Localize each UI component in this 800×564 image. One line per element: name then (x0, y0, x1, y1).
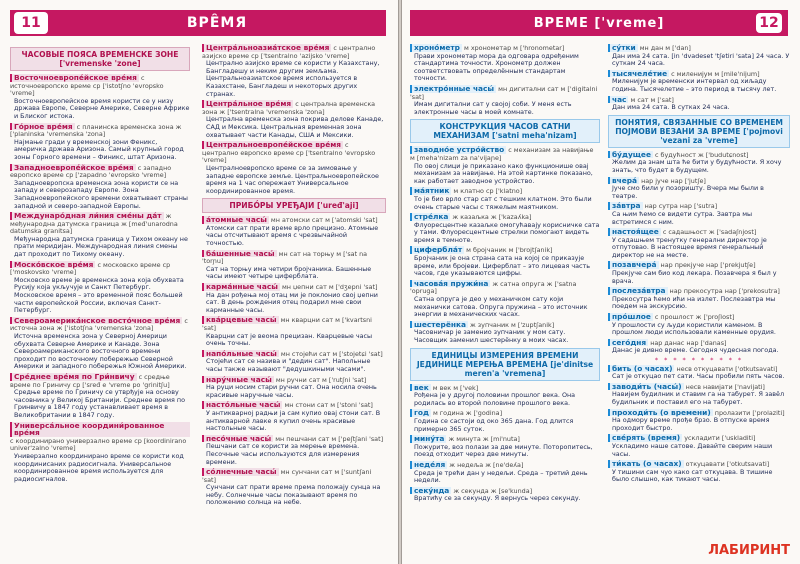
dictionary-entry (608, 287, 790, 311)
entry-headword: бить (о часах) (608, 365, 674, 373)
entry-translation: мн сунчани сат м ['suntʃani 'sat] (202, 468, 372, 484)
dictionary-entry (608, 460, 790, 484)
entry-translation: м бројчаник м ['brojtʃanik] (464, 246, 553, 255)
entry-headword: настоя́щее (608, 228, 661, 236)
entry-headword: проходи́ть (о времени) (608, 409, 713, 417)
dictionary-entry (608, 177, 790, 201)
entry-translation: ж минута ж [mi'nuta] (446, 435, 520, 444)
entry-headword: тысячеле́тие (608, 70, 669, 78)
entry-example: Међународна датумска граница у Тихом океану не прати меридијан. Международная линия смены дат проходит по Тихому океану. (14, 234, 188, 259)
entry-example: Сат на торњу има четири бројчаника. Башенные часы имеют четыре циферблата. (206, 264, 372, 281)
dictionary-entry (202, 250, 386, 281)
entry-example: Кварцни сат је веома прецизан. Кварцевые часы очень точны. (206, 331, 373, 348)
entry-translation: м сат м ['sat] (628, 95, 674, 104)
entry-headword: Сре́днее вре́мя по Гри́нвичу (10, 373, 137, 381)
entry-headword: Западноевропе́йское вре́мя (10, 164, 136, 172)
entry-translation: мн дан м ['dan] (637, 44, 691, 52)
entry-headword: цифербла́т (410, 246, 464, 254)
entry-example: Среда је трећи дан у недељи. Среда – третий день недели. (414, 468, 588, 485)
entry-headword: позавчера́ (608, 261, 659, 269)
entry-translation: с прошлост ж ['proʃlost] (652, 313, 735, 322)
entry-example: Данас је дивно време. Сегодня чудесная погода. (612, 346, 779, 355)
entry-headword: Североамерика́нское восто́чное вре́мя (10, 317, 182, 325)
dictionary-entry (202, 100, 386, 139)
entry-headword: ква́рцевые часы́ (202, 316, 279, 324)
entry-example: Најмање гради у временској зони Феникс, америчка држава Аризона. Самый крупный город зоны Горного времени – Финикс, штат Аризона. (14, 137, 184, 161)
entry-example: Миленијум је временски интервал од хиљаду година. Тысячелетие – это период в тысячу лет. (612, 77, 777, 93)
entry-translation: с средње време по Гриничу ср ['sređ e 'vreme po 'grinitʃu] (10, 372, 170, 389)
entry-translation: ж недеља ж [ne'deʎa] (447, 460, 524, 469)
entry-example: Бројчаник је она страна сата на којој се приказује време, или бројеви. Циферблат – это лицевая часть часов, где указываются цифры. (414, 254, 591, 278)
left-page-title: ВРЕ̑МЯ (186, 15, 248, 31)
entry-headword: часова́я пружи́на (410, 280, 490, 288)
entry-example: На руци носим стари ручни сат. Она носила очень красивые наручные часы. (206, 383, 377, 399)
dictionary-entry (202, 283, 386, 314)
entry-translation: м век м ['vek] (430, 383, 479, 392)
entry-translation: мн дигитални сат м ['digitalni 'sat] (410, 84, 598, 101)
entry-example: Стојећи сат се назива и "дедин сат". Напольные часы также называют "дедушкиными часами". (206, 357, 371, 373)
entry-translation: м хронометар м ['hronometar] (461, 44, 565, 52)
dictionary-entry (202, 141, 386, 195)
entry-translation: с садашњост ж ['sadaʃnjost] (660, 228, 757, 237)
entry-translation: ж казаљка ж ['kazaʎka] (450, 213, 532, 222)
dictionary-entry (202, 376, 386, 400)
entry-translation: мн ручни сат м ['rutʃni 'sat] (273, 375, 367, 384)
entry-example: Ускладимо наше сатове. Давайте сверим наши часы. (612, 441, 773, 458)
entry-headword: заводи́ть (часы́) (608, 383, 684, 391)
entry-headword: за́втра (608, 202, 643, 210)
section-heading: ПОНЯТИЯ, СВЯЗАННЫЕ СО ВРЕМЕНЕМ ПОЈМОВИ ВЕЗАНИ ЗА ВРЕМЕ ['pojmovi 'vezani za 'vreme] (608, 115, 790, 148)
entry-headword: послеза́втра (608, 287, 668, 295)
dictionary-entry (608, 383, 790, 407)
entry-translation: мн пешчани сат м ['peʃtʃani 'sat] (273, 434, 384, 443)
dictionary-entry (608, 44, 790, 68)
entry-translation: с механизам за навијање м [meha'nizam za na'vijaɲe] (410, 146, 594, 162)
right-page-title: ВРЕМЕ ['vreme] (533, 15, 665, 31)
entry-example: То је био врло стар сат с тешким клатном. Это были очень старые часы с тяжелым маятником. (414, 194, 592, 211)
entry-translation: несв навијати ['navijati] (683, 382, 765, 391)
entry-translation: с миленијум м [mile'nijum] (669, 69, 760, 78)
entry-headword: ти́кать (о часах) (608, 460, 684, 468)
section-heading: ЕДИНИЦЫ ИЗМЕРЕНИЯ ВРЕМЕНИ ЈЕДИНИЦЕ МЕРЕЊА ВРЕМЕНА [je'dinitse meren'a 'vremena] (410, 348, 600, 381)
entry-example: Сунчани сат прати време према положају сунца на небу. Солнечные часы показывают время по положению солнца на небе. (206, 483, 381, 507)
entry-headword: ба́шенные часы́ (202, 250, 277, 258)
entry-example: У садашњем тренутку генерални директор је отпутовао. В настоящее время генеральный директор не на месте. (612, 235, 767, 259)
entry-translation: мн кварцни сат м ['kvartsni 'sat] (202, 316, 372, 332)
dictionary-entry (608, 434, 790, 458)
left-header (10, 10, 386, 36)
dictionary-entry (410, 44, 600, 83)
entry-headword: Моско́вское вре́мя (10, 261, 95, 269)
entry-headword: песо́чные часы́ (202, 435, 273, 443)
entry-example: Централноевропско време се за зимовање у западне европске земље. Центральноевропейское время на 1 час опережает Универсальное координированное время. (206, 163, 379, 195)
entry-headword: Восточноевропе́йское вре́мя (10, 74, 139, 82)
dictionary-entry (608, 261, 790, 285)
dictionary-entry (202, 401, 386, 432)
dictionary-entry (608, 151, 790, 175)
entry-translation: нар јуче нар ['jutʃe] (639, 176, 706, 185)
entry-translation: с будућност ж ['budutɕnost] (652, 150, 749, 159)
entry-translation: ж међународна датумска граница ж [međ'unarodna datumska granitsa] (10, 212, 178, 236)
entry-example: У прошлости су људи користили каменом. В прошлом люди использовали каменные орудия. (612, 320, 776, 337)
dictionary-entry (202, 316, 386, 347)
entry-example: Пожурите, воз полази за две минуте. Поторопитесь, поезд отходит через две минуты. (414, 442, 593, 459)
entry-example: Желим да знам шта ће бити у будућности. Я хочу знать, что будет в будущем. (612, 158, 782, 174)
entry-headword: мину́та (410, 435, 446, 443)
entry-translation: нар прекосутра нар ['prekosutra] (667, 287, 780, 296)
entry-example: Јуче смо били у позоришту. Вчера мы были в театре. (612, 184, 764, 200)
entry-translation: нар прекјуче нар ['prekjutʃe] (658, 261, 756, 270)
entry-example: Централна временска зона покрива делове Канаде, САД и Мексика. Центральная временная зона охватывает части Канады, США и Мексики. (206, 115, 384, 139)
entry-headword: су́тки (608, 44, 638, 52)
section-heading: КОНСТРУКЦИЯ ЧАСОВ САТНИ МЕХАНИЗАМ ['satni meha'nizam] (410, 119, 600, 143)
dictionary-entry (410, 409, 600, 433)
entry-example: Сат је откуцао пет сати. Часы пробили пять часов. (612, 372, 785, 381)
entry-example: Навијем будилник и ставим га на табурет. Я завёл будильник и поставил его на табурет. (612, 390, 785, 406)
dictionary-entry (202, 468, 386, 507)
right-column-1 (410, 44, 600, 564)
entry-headword: Го́рное вре́мя (10, 123, 75, 131)
entry-example: Дан има 24 сата. [in 'dvadeset 'tʃetiri 'sata] 24 часа. У суткам 24 часа. (612, 51, 790, 68)
entry-example: Рођена је у другој половини прошлог века. Она родилась во второй половине прошлого века. (414, 391, 576, 407)
dictionary-entry (10, 373, 190, 420)
dictionary-entry (202, 216, 386, 247)
entry-example: Прекосутра ћемо ићи на излет. Послезавтра мы поедем на экскурсию. (612, 294, 776, 311)
dictionary-entry (608, 365, 790, 381)
dictionary-entry (410, 461, 600, 485)
dictionary-entry (10, 164, 190, 211)
dictionary-entry (608, 202, 790, 226)
entry-translation: м клатно ср ['klatno] (451, 187, 523, 196)
entry-translation: откуцавати ['otkutsavati] (683, 460, 770, 469)
entry-headword: электро́нные часы́ (410, 85, 496, 93)
entry-example: На одмору време прође брзо. В отпуске время проходит быстро. (612, 416, 770, 432)
entry-headword: Универса́льное координи́рованное вре́мя (10, 422, 190, 437)
dictionary-entry (410, 435, 600, 459)
entry-headword: сего́дня (608, 339, 648, 347)
entry-example: У антикварној радњи ја сам купио овај стони сат. В антикварной лавке я купил очень красивые настольные часы. (206, 408, 381, 433)
dictionary-entry (410, 487, 600, 503)
entry-headword: стре́лка (410, 213, 450, 221)
section-heading: ЧАСОВЫЕ ПОЯСА ВРЕМЕНСКЕ ЗОНЕ ['vremenske 'zone] (10, 47, 190, 71)
entry-headword: хроно́метр (410, 44, 462, 52)
right-column-2 (608, 44, 790, 564)
left-page (0, 0, 399, 564)
dictionary-entry (10, 123, 190, 162)
entry-example: Часовничар је заменио зупчаник у мом сату. Часовщик заменил шестерёнку в моих часах. (414, 328, 569, 344)
page-number-tab: 12 (756, 13, 782, 33)
entry-translation: мн стојећи сат м ['stojetɕi 'sat] (278, 349, 383, 358)
entry-headword: час (608, 96, 628, 104)
entry-translation: пролазити ['prolaziti] (712, 408, 785, 417)
entry-headword: неде́ля (410, 461, 447, 469)
entry-translation: мн стони сат м ['stoni 'sat] (282, 401, 373, 410)
entry-translation: ускладити ['uskladiti] (682, 434, 756, 443)
right-header (410, 10, 788, 36)
dictionary-entry (410, 213, 600, 244)
entry-headword: со́лнечные часы́ (202, 468, 279, 476)
entry-translation: с централно европско време ср ['tsentralno 'evropsko 'vreme] (202, 141, 376, 165)
entry-example: У тишини сам чуо како сат откуцава. В тишине было слышно, как тикают часы. (612, 467, 773, 484)
entry-headword: а́томные часы́ (202, 216, 269, 224)
entry-example: Вратићу се за секунду. Я вернусь через секунду. (414, 494, 581, 503)
entry-example: Средње време по Гриничу се утврђује на основу часовника у Великој Британији. Среднее время по Гринвичу в 1847 году устанавливает время в Великобритании в 1847 году. (14, 388, 186, 419)
entry-example: Прави хронометар мора да одговара одређеним стандартима точности. Хронометр должен соответствовать определённым стандартам точности. (414, 51, 579, 83)
entry-translation: нар данас нар ['danas] (648, 338, 727, 347)
entry-example: По овој слици је приказано како функционише овај механизам за навијање. На этой картинке показано, как работает заводное устройство. (414, 161, 593, 185)
entry-example: Флуоресцентне казаљке омогућавају корисничке сата у тами. Флуоресцентные стрелки помогают видеть время в темноте. (414, 220, 600, 244)
entry-translation: ж секунда ж [se'kunda] (451, 486, 533, 495)
entry-translation: ж зупчаник м ['zuptʃanik] (467, 320, 555, 329)
entry-translation: с московско време ср ['moskovsko 'vreme] (10, 260, 171, 277)
divider-stars: * * * * * * * * * * (654, 356, 744, 364)
dictionary-entry (608, 339, 790, 355)
entry-headword: насто́льные часы́ (202, 401, 282, 409)
entry-example: Прекјуче сам био код лекара. Позавчера я был у врача. (612, 269, 777, 285)
entry-headword: заводно́е устро́йство (410, 146, 506, 154)
entry-example: Година се састоји од око 365 дана. Год длится примерно 365 суток. (414, 416, 574, 433)
entry-headword: секу́нда (410, 487, 451, 495)
dictionary-entry (10, 422, 190, 484)
entry-example: Централно азијско време се користи у Казахстану, Бангладешу и неким другим земљама. Центральноазиатское время используется в Казахстане, Бангладеш и некоторых других странах. (206, 59, 380, 98)
entry-example: Пешчани сат се користи за мерење времена. Песочные часы используются для измерения времени. (206, 442, 360, 466)
entry-example: На дан рођења мој отац ми је поклонио свој џепни сат. В день рождения отец подарил мне свои карманные часы. (206, 290, 378, 314)
dictionary-entry (608, 70, 790, 94)
dictionary-entry (410, 321, 600, 345)
dictionary-entry (10, 317, 190, 371)
entry-headword: карма́нные часы́ (202, 283, 280, 291)
entry-example: Са њим ћемо се видети сутра. Завтра мы встретимся с ним. (612, 209, 753, 226)
left-column-2 (202, 44, 386, 564)
dictionary-entry (410, 187, 600, 211)
dictionary-entry (410, 246, 600, 277)
entry-headword: све́рять (время) (608, 434, 682, 442)
entry-translation: с западно европско време ср ['zapadno 'evropsko 'vreme] (10, 163, 172, 180)
entry-headword: шестерёнка (410, 321, 468, 329)
entry-translation: с источна зона ж ['istotʃna 'vremenska 'zona] (10, 316, 188, 333)
entry-translation: ж сатна опруга ж ['satna 'opruga] (410, 279, 577, 296)
dictionary-entry (410, 146, 600, 185)
entry-headword: Центральноевропе́йское вре́мя (202, 141, 343, 149)
entry-translation: с централно азијско време ср ['tsentralno 'azijsko 'vreme] (202, 44, 376, 60)
dictionary-entry (410, 280, 600, 319)
dictionary-entry (202, 435, 386, 466)
dictionary-entry (202, 44, 386, 98)
entry-headword: вчера́ (608, 177, 639, 185)
entry-translation: м година ж ['godina] (430, 409, 503, 418)
entry-headword: век (410, 384, 431, 392)
entry-headword: Центра́льноазиа́тское вре́мя (202, 44, 331, 52)
publisher-logo: ЛАБИРИНТ (708, 543, 790, 558)
dictionary-entry (608, 228, 790, 259)
entry-example: Восточноевропейское время користи се у низу држава Европе, Северне Америке, Северне Африке и Блиског истока. (14, 96, 190, 120)
dictionary-entry (10, 74, 190, 121)
entry-headword: бу́дущее (608, 151, 653, 159)
dictionary-entry (10, 261, 190, 315)
entry-headword: про́шлое (608, 313, 653, 321)
entry-headword: нару́чные часы́ (202, 376, 274, 384)
dictionary-entry (608, 313, 790, 337)
entry-headword: напо́льные часы́ (202, 350, 279, 358)
entry-translation: с источноевропско време ср ['istotʃno 'evropsko 'vreme] (10, 74, 164, 98)
entry-example: Имам дигитални сат у својој соби. У меня есть электронные часы в моей комнате. (414, 100, 572, 116)
section-heading: ПРИБО́РЫ УРЕЂАЈИ ['uređ'aji] (202, 198, 386, 213)
entry-headword: Междунаро́дная ли́ния сме́ны да́т (10, 212, 164, 220)
entry-translation: несв откуцавати ['otkutsavati] (674, 364, 778, 373)
entry-example: Московско време је временска зона која обухвата Русију која укључује и Санкт Петербург. Московское время – это временной пояс большей части европейской России, включая Санкт-Петербург. (14, 275, 184, 315)
entry-example: Атомски сат прати време врло прецизно. Атомные часы отсчитывают время с чрезвычайной точностью. (206, 223, 379, 248)
entry-example: Универзално координирано време се користи код координисаних радиосигнала. Универсальное координированное время используется для радиосигналов. (14, 451, 184, 483)
entry-translation: мн сат на торњу м ['sat na 'torɲu] (202, 249, 368, 266)
left-column-1 (10, 44, 190, 564)
dictionary-entry (608, 96, 790, 112)
entry-translation: с планинска временска зона ж ['planinska 'vremenska 'zona] (10, 122, 182, 139)
dictionary-entry (410, 85, 600, 116)
dictionary-entry (202, 350, 386, 374)
entry-translation: с координирано универзално време ср [koordinirano univer'zalno 'vreme] (10, 436, 187, 453)
entry-headword: год (410, 409, 431, 417)
entry-translation: с централна временска зона ж ['tsentralna 'vremenska 'zona] (202, 100, 376, 116)
entry-example: Сатна опруга је део у механичком сату који механички сатова. Опруга пружина – это источник энергии в механических часах. (414, 295, 588, 319)
entry-translation: мн џепни сат м ['dʒepni 'sat] (279, 283, 378, 292)
dictionary-entry (10, 212, 190, 259)
entry-translation: мн атомски сат м ['atomski 'sat] (268, 216, 378, 225)
dictionary-entry (608, 409, 790, 433)
entry-example: Источна временска зона у Северној Америци обухвата Северне Америке и Канаде. Зона Североамериканского восточного времени проходит по восточному побережью Северной Америки и западного побережья Южной Америки. (14, 332, 187, 371)
page-number-badge: 11 (14, 12, 48, 34)
entry-translation: нар сутра нар ['sutra] (642, 202, 718, 211)
entry-headword: Центра́льное вре́мя (202, 100, 293, 108)
entry-headword: ма́ятник (410, 187, 451, 195)
right-page (402, 0, 800, 564)
entry-example: Дан има 24 сата. В сутках 24 часа. (612, 103, 730, 112)
entry-example: Западноевропска временска зона користи се на западу и северозападу Европе. Зона Западноевропейского времени охватывает страны западной и северо-западной Европы. (14, 178, 188, 210)
dictionary-entry (410, 384, 600, 408)
